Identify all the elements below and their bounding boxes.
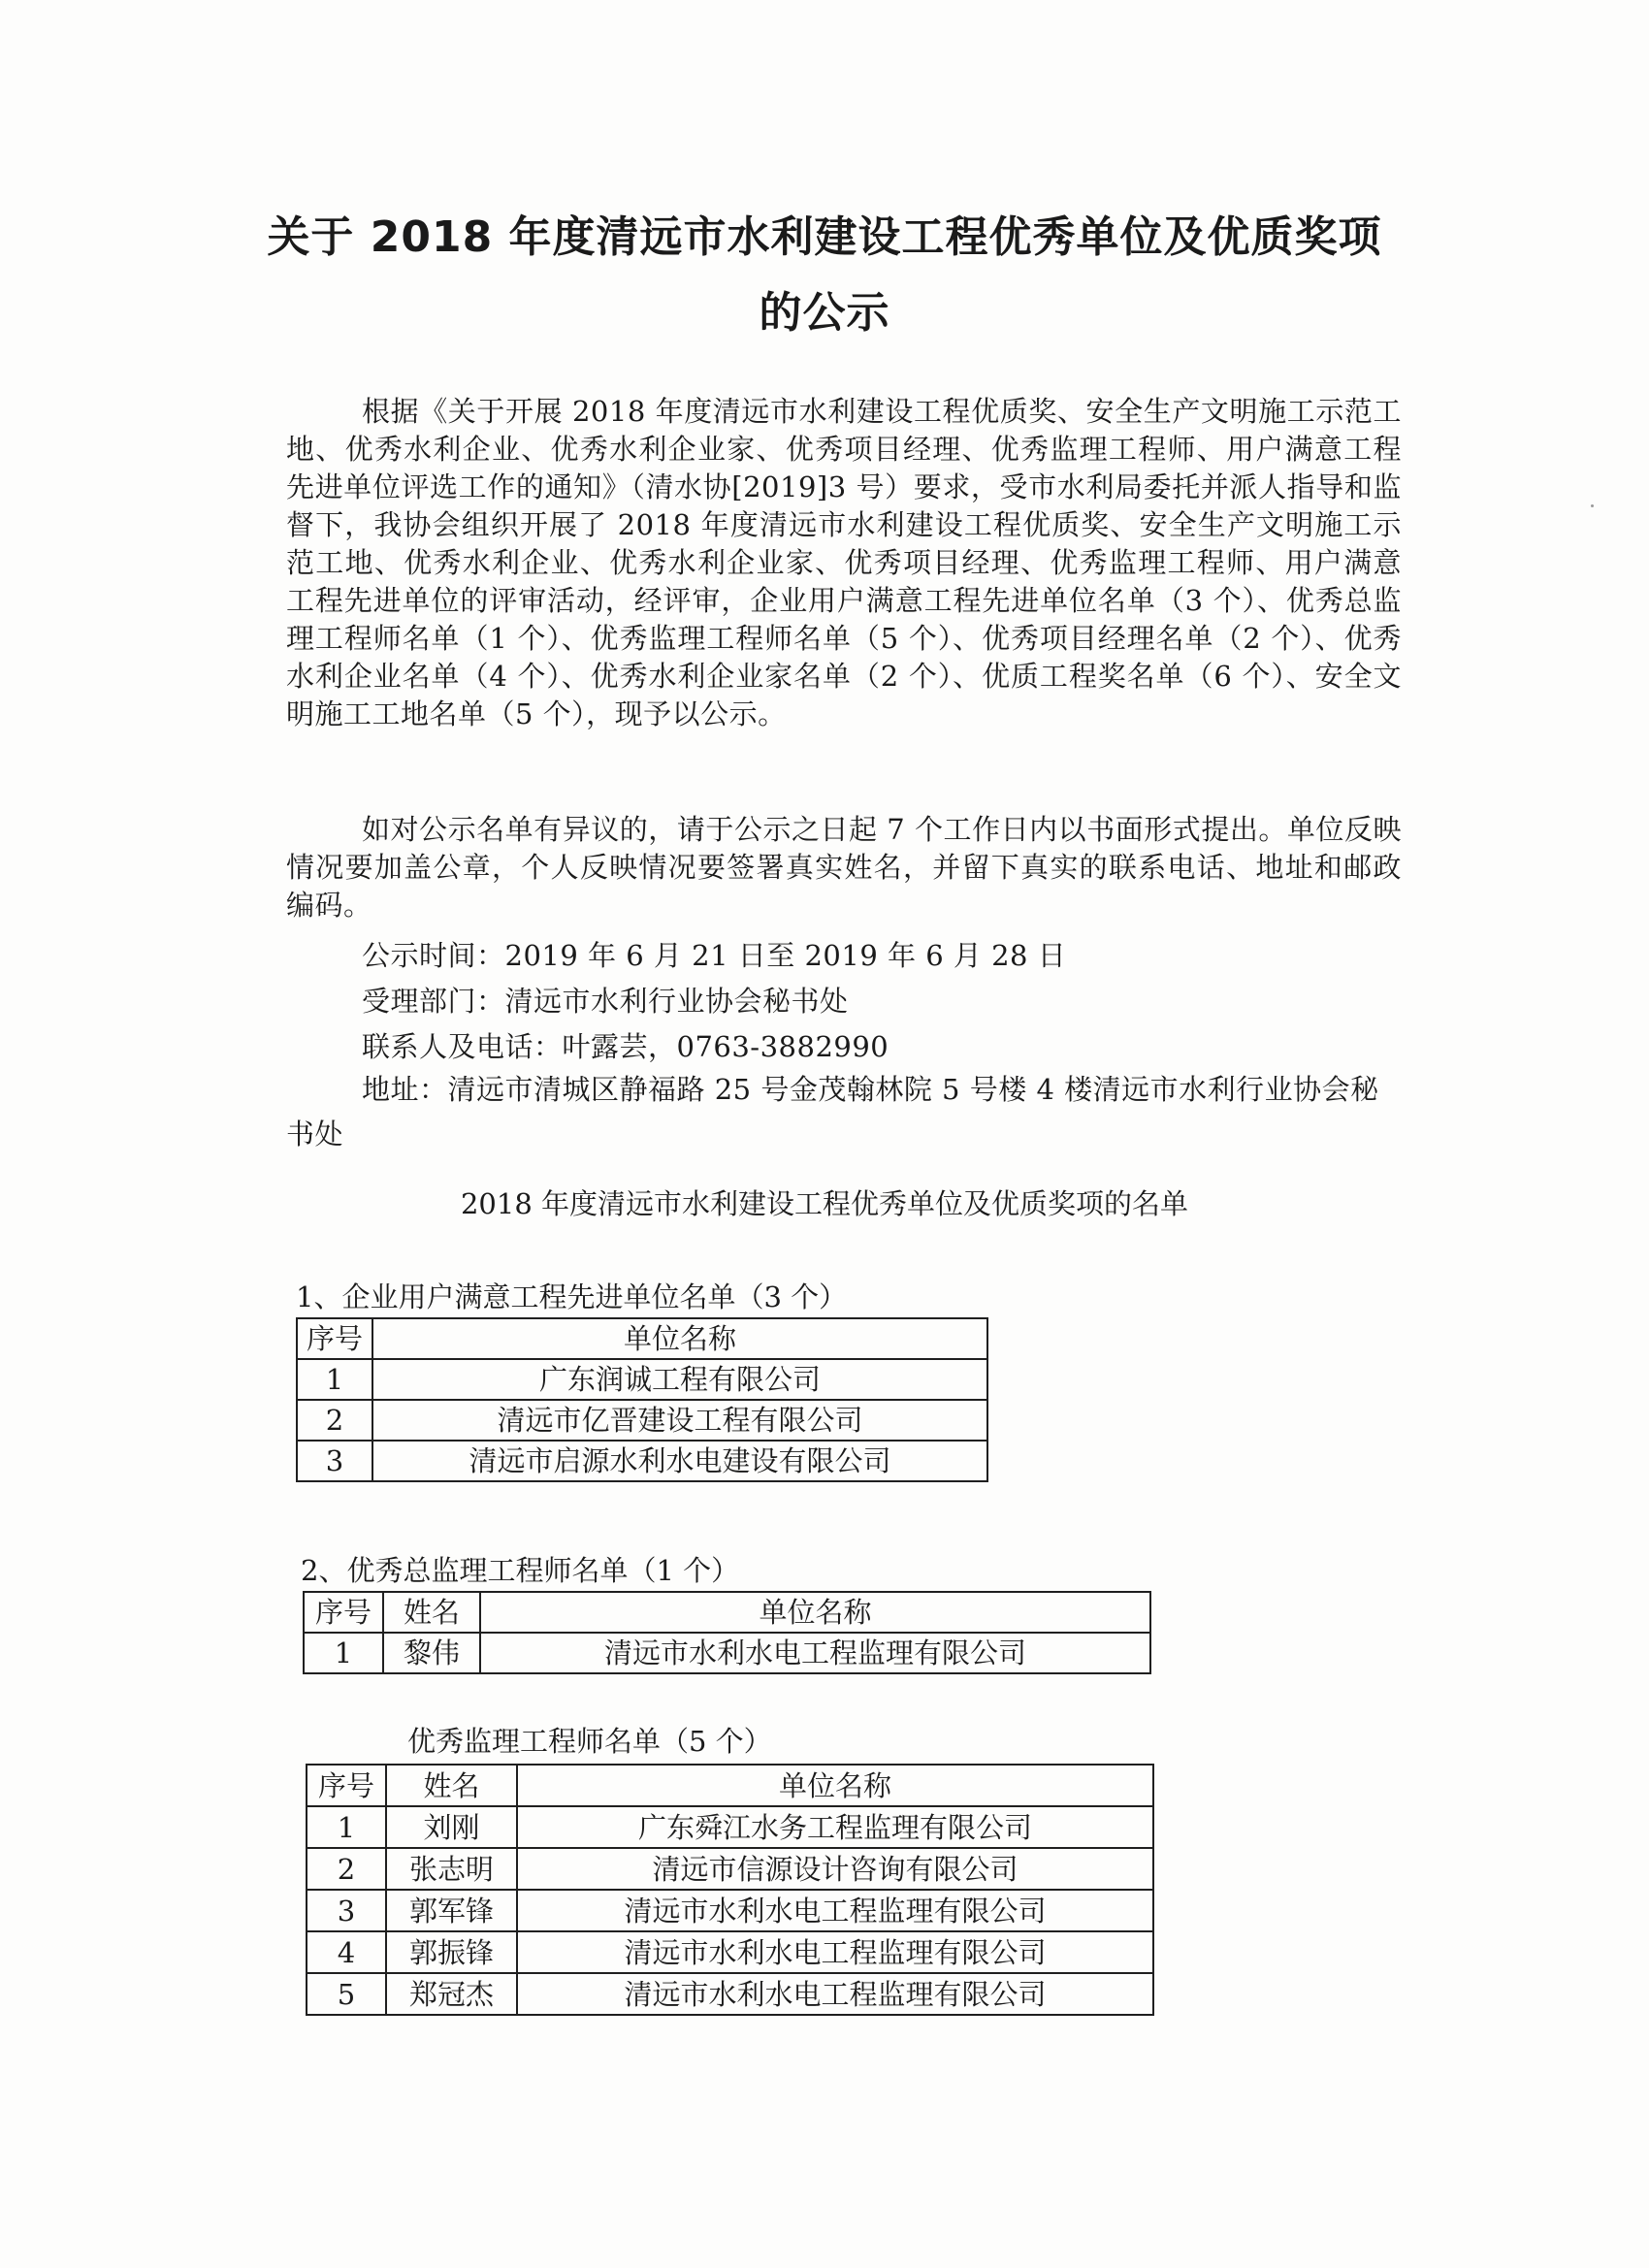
- table-cell: 刘刚: [386, 1806, 517, 1848]
- header-cell: 序号: [304, 1592, 383, 1633]
- header-cell: 姓名: [383, 1592, 480, 1633]
- objection-paragraph: 如对公示名单有异议的，请于公示之日起 7 个工作日内以书面形式提出。单位反映情况要加盖公章，个人反映情况要签署真实姓名，并留下真实的联系电话、地址和邮政编码。: [286, 813, 1402, 922]
- scan-speck: [1591, 504, 1594, 507]
- table-cell: 清远市水利水电工程监理有限公司: [480, 1633, 1150, 1673]
- table-cell: 3: [297, 1441, 372, 1481]
- section1-table: [296, 1317, 988, 1482]
- list-title: 2018 年度清远市水利建设工程优秀单位及优质奖项的名单: [460, 1187, 1189, 1220]
- notice-department: 受理部门：清远市水利行业协会秘书处: [362, 985, 849, 1018]
- intro-paragraph: 根据《关于开展 2018 年度清远市水利建设工程优质奖、安全生产文明施工示范工地、优秀水利企业、优秀水利企业家、优秀项目经理、优秀监理工程师、用户满意工程先进单位评选工作的通知》（清水协[2019]3 号）要求，受市水利局委托并派人指导和监督下，我协会组织开展了 2018 年度清远市水利建设工程优质奖、安全生产文明施工示范工地、优秀水利企业、优秀水利企业家、优秀项目经理、优秀监理工程师、用户满意工程先进单位的评审活动，经评审，企业用户满意工程先进单位名单（3 个）、优秀总监理工程师名单（1 个）、优秀监理工程师名单（5 个）、优秀项目经理名单（2 个）、优秀水利企业名单（4 个）、优秀水利企业家名单（2 个）、优质工程奖名单（6 个）、安全文明施工工地名单（5 个），现予以公示。: [286, 395, 1402, 730]
- notice-contact: 联系人及电话：叶露芸，0763-3882990: [362, 1030, 889, 1063]
- section3-table: [306, 1764, 1154, 2016]
- table-row: [307, 1931, 1153, 1973]
- header-cell: 序号: [297, 1318, 372, 1359]
- table-cell: 郑冠杰: [386, 1973, 517, 2015]
- document-title-line2: 的公示: [759, 288, 890, 338]
- document-title-line1: 关于 2018 年度清远市水利建设工程优秀单位及优质奖项: [267, 212, 1382, 262]
- table-cell: 清远市启源水利水电建设有限公司: [372, 1441, 987, 1481]
- table-row: [307, 1848, 1153, 1890]
- table-header-row: [307, 1765, 1153, 1806]
- table-row: [297, 1359, 987, 1400]
- table-cell: 1: [297, 1359, 372, 1400]
- table-header-row: [304, 1592, 1150, 1633]
- section2-table: [303, 1591, 1151, 1674]
- table-row: [307, 1973, 1153, 2015]
- notice-time: 公示时间：2019 年 6 月 21 日至 2019 年 6 月 28 日: [362, 939, 1067, 972]
- notice-address: 地址：清远市清城区静福路 25 号金茂翰林院 5 号楼 4 楼清远市水利行业协会秘书处: [286, 1073, 1379, 1150]
- table-cell: 2: [297, 1400, 372, 1441]
- table-cell: 清远市水利水电工程监理有限公司: [517, 1973, 1153, 2015]
- table-row: [304, 1633, 1150, 1673]
- section2-title: 2、优秀总监理工程师名单（1 个）: [301, 1554, 740, 1587]
- table-cell: 4: [307, 1931, 386, 1973]
- table-cell: 5: [307, 1973, 386, 2015]
- table-cell: 3: [307, 1890, 386, 1931]
- table-row: [297, 1400, 987, 1441]
- table-cell: 广东舜江水务工程监理有限公司: [517, 1806, 1153, 1848]
- section3-title: 优秀监理工程师名单（5 个）: [407, 1725, 772, 1758]
- table-cell: 黎伟: [383, 1633, 480, 1673]
- header-cell: 单位名称: [480, 1592, 1150, 1633]
- table-cell: 广东润诚工程有限公司: [372, 1359, 987, 1400]
- table-cell: 清远市水利水电工程监理有限公司: [517, 1931, 1153, 1973]
- table-cell: 1: [304, 1633, 383, 1673]
- table-cell: 郭振锋: [386, 1931, 517, 1973]
- table-cell: 2: [307, 1848, 386, 1890]
- table-cell: 郭军锋: [386, 1890, 517, 1931]
- section1-title: 1、企业用户满意工程先进单位名单（3 个）: [296, 1280, 848, 1313]
- header-cell: 单位名称: [517, 1765, 1153, 1806]
- table-row: [307, 1890, 1153, 1931]
- header-cell: 姓名: [386, 1765, 517, 1806]
- table-cell: 清远市信源设计咨询有限公司: [517, 1848, 1153, 1890]
- table-cell: 清远市亿晋建设工程有限公司: [372, 1400, 987, 1441]
- header-cell: 序号: [307, 1765, 386, 1806]
- table-cell: 张志明: [386, 1848, 517, 1890]
- table-header-row: [297, 1318, 987, 1359]
- table-cell: 1: [307, 1806, 386, 1848]
- table-row: [297, 1441, 987, 1481]
- header-cell: 单位名称: [372, 1318, 987, 1359]
- table-row: [307, 1806, 1153, 1848]
- table-cell: 清远市水利水电工程监理有限公司: [517, 1890, 1153, 1931]
